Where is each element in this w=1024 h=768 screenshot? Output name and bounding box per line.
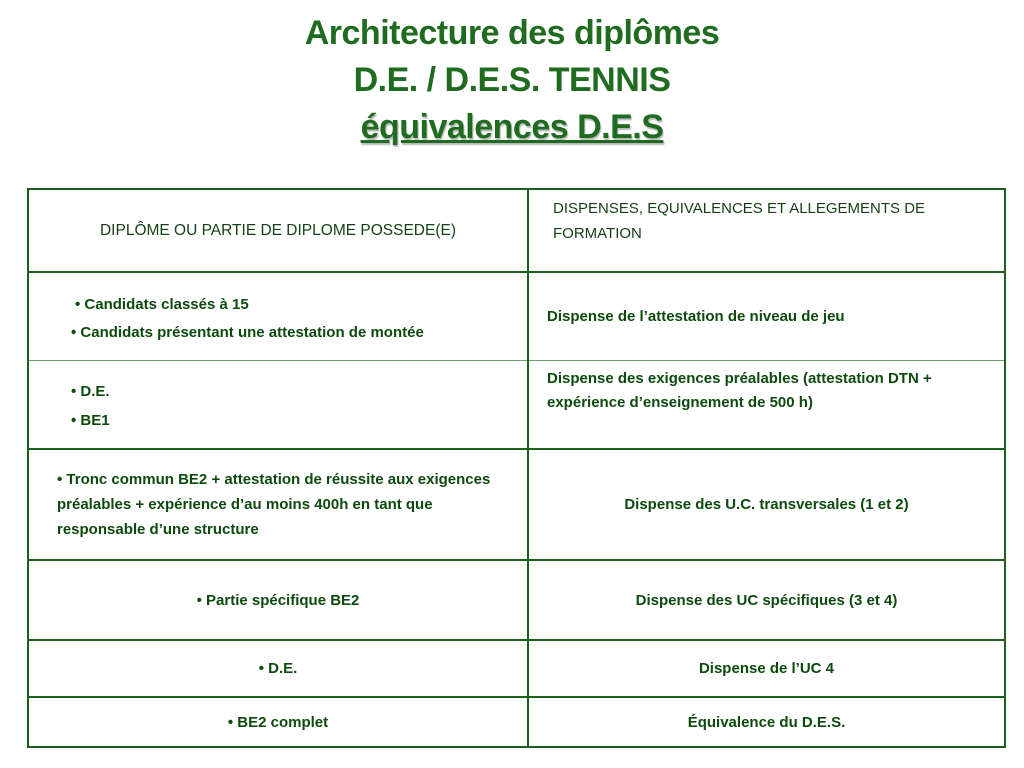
equivalence-table bbox=[27, 188, 1006, 748]
row-1-left bbox=[28, 272, 528, 360]
header-right-text: DISPENSES, EQUIVALENCES ET ALLEGEMENTS DE FORMATION bbox=[553, 200, 926, 242]
table-row-2 bbox=[28, 360, 1005, 449]
title-block bbox=[0, 10, 1024, 151]
title-line-3: équivalences D.E.S bbox=[360, 108, 664, 146]
row-3-left bbox=[28, 449, 528, 560]
table-row-1 bbox=[28, 272, 1005, 360]
row-4-right-text: Dispense des UC spécifiques (3 et 4) bbox=[635, 591, 898, 609]
row-2-right-text: Dispense des exigences préalables (attestation DTN + expérience d’enseignement de 500 h) bbox=[547, 369, 932, 411]
title-line-2: D.E. / D.E.S. TENNIS bbox=[353, 61, 671, 99]
table-row-5 bbox=[28, 640, 1005, 697]
row-5-left-text: • D.E. bbox=[258, 660, 298, 677]
row-2-left-line-1: • D.E. bbox=[71, 382, 110, 400]
row-1-left-line-2: • Candidats présentant une attestation de montée bbox=[71, 324, 424, 341]
row-3-right-text: Dispense des U.C. transversales (1 et 2) bbox=[624, 496, 909, 513]
table-row-4 bbox=[28, 560, 1005, 640]
row-5-right-text: Dispense de l’UC 4 bbox=[698, 660, 835, 677]
row-4-right bbox=[528, 560, 1005, 640]
row-1-left-line-1: • Candidats classés à 15 bbox=[75, 296, 249, 313]
row-6-right-text: Équivalence du D.E.S. bbox=[687, 713, 846, 731]
header-right bbox=[528, 189, 1005, 272]
table-header-row bbox=[28, 189, 1005, 272]
row-2-right bbox=[528, 360, 1005, 449]
table-row-3 bbox=[28, 449, 1005, 560]
title-line-1: Architecture des diplômes bbox=[304, 14, 720, 52]
row-3-right bbox=[528, 449, 1005, 560]
row-1-right-text: Dispense de l’attestation de niveau de jeu bbox=[547, 307, 845, 325]
row-4-left bbox=[28, 560, 528, 640]
row-6-left bbox=[28, 697, 528, 747]
header-left bbox=[28, 189, 528, 272]
table-row-6 bbox=[28, 697, 1005, 747]
row-4-left-text: • Partie spécifique BE2 bbox=[196, 591, 360, 609]
row-1-right bbox=[528, 272, 1005, 360]
row-3-left-text: • Tronc commun BE2 + attestation de réussite aux exigences préalables + expérience d’au moins 400h en tant que responsable d’une structure bbox=[57, 471, 491, 538]
header-left-text: DIPLÔME OU PARTIE DE DIPLOME POSSEDE(E) bbox=[99, 222, 456, 239]
row-2-left-line-2: • BE1 bbox=[71, 411, 110, 429]
row-6-right bbox=[528, 697, 1005, 747]
row-5-right bbox=[528, 640, 1005, 697]
row-5-left bbox=[28, 640, 528, 697]
row-6-left-text: • BE2 complet bbox=[227, 713, 329, 731]
row-2-left bbox=[28, 360, 528, 449]
